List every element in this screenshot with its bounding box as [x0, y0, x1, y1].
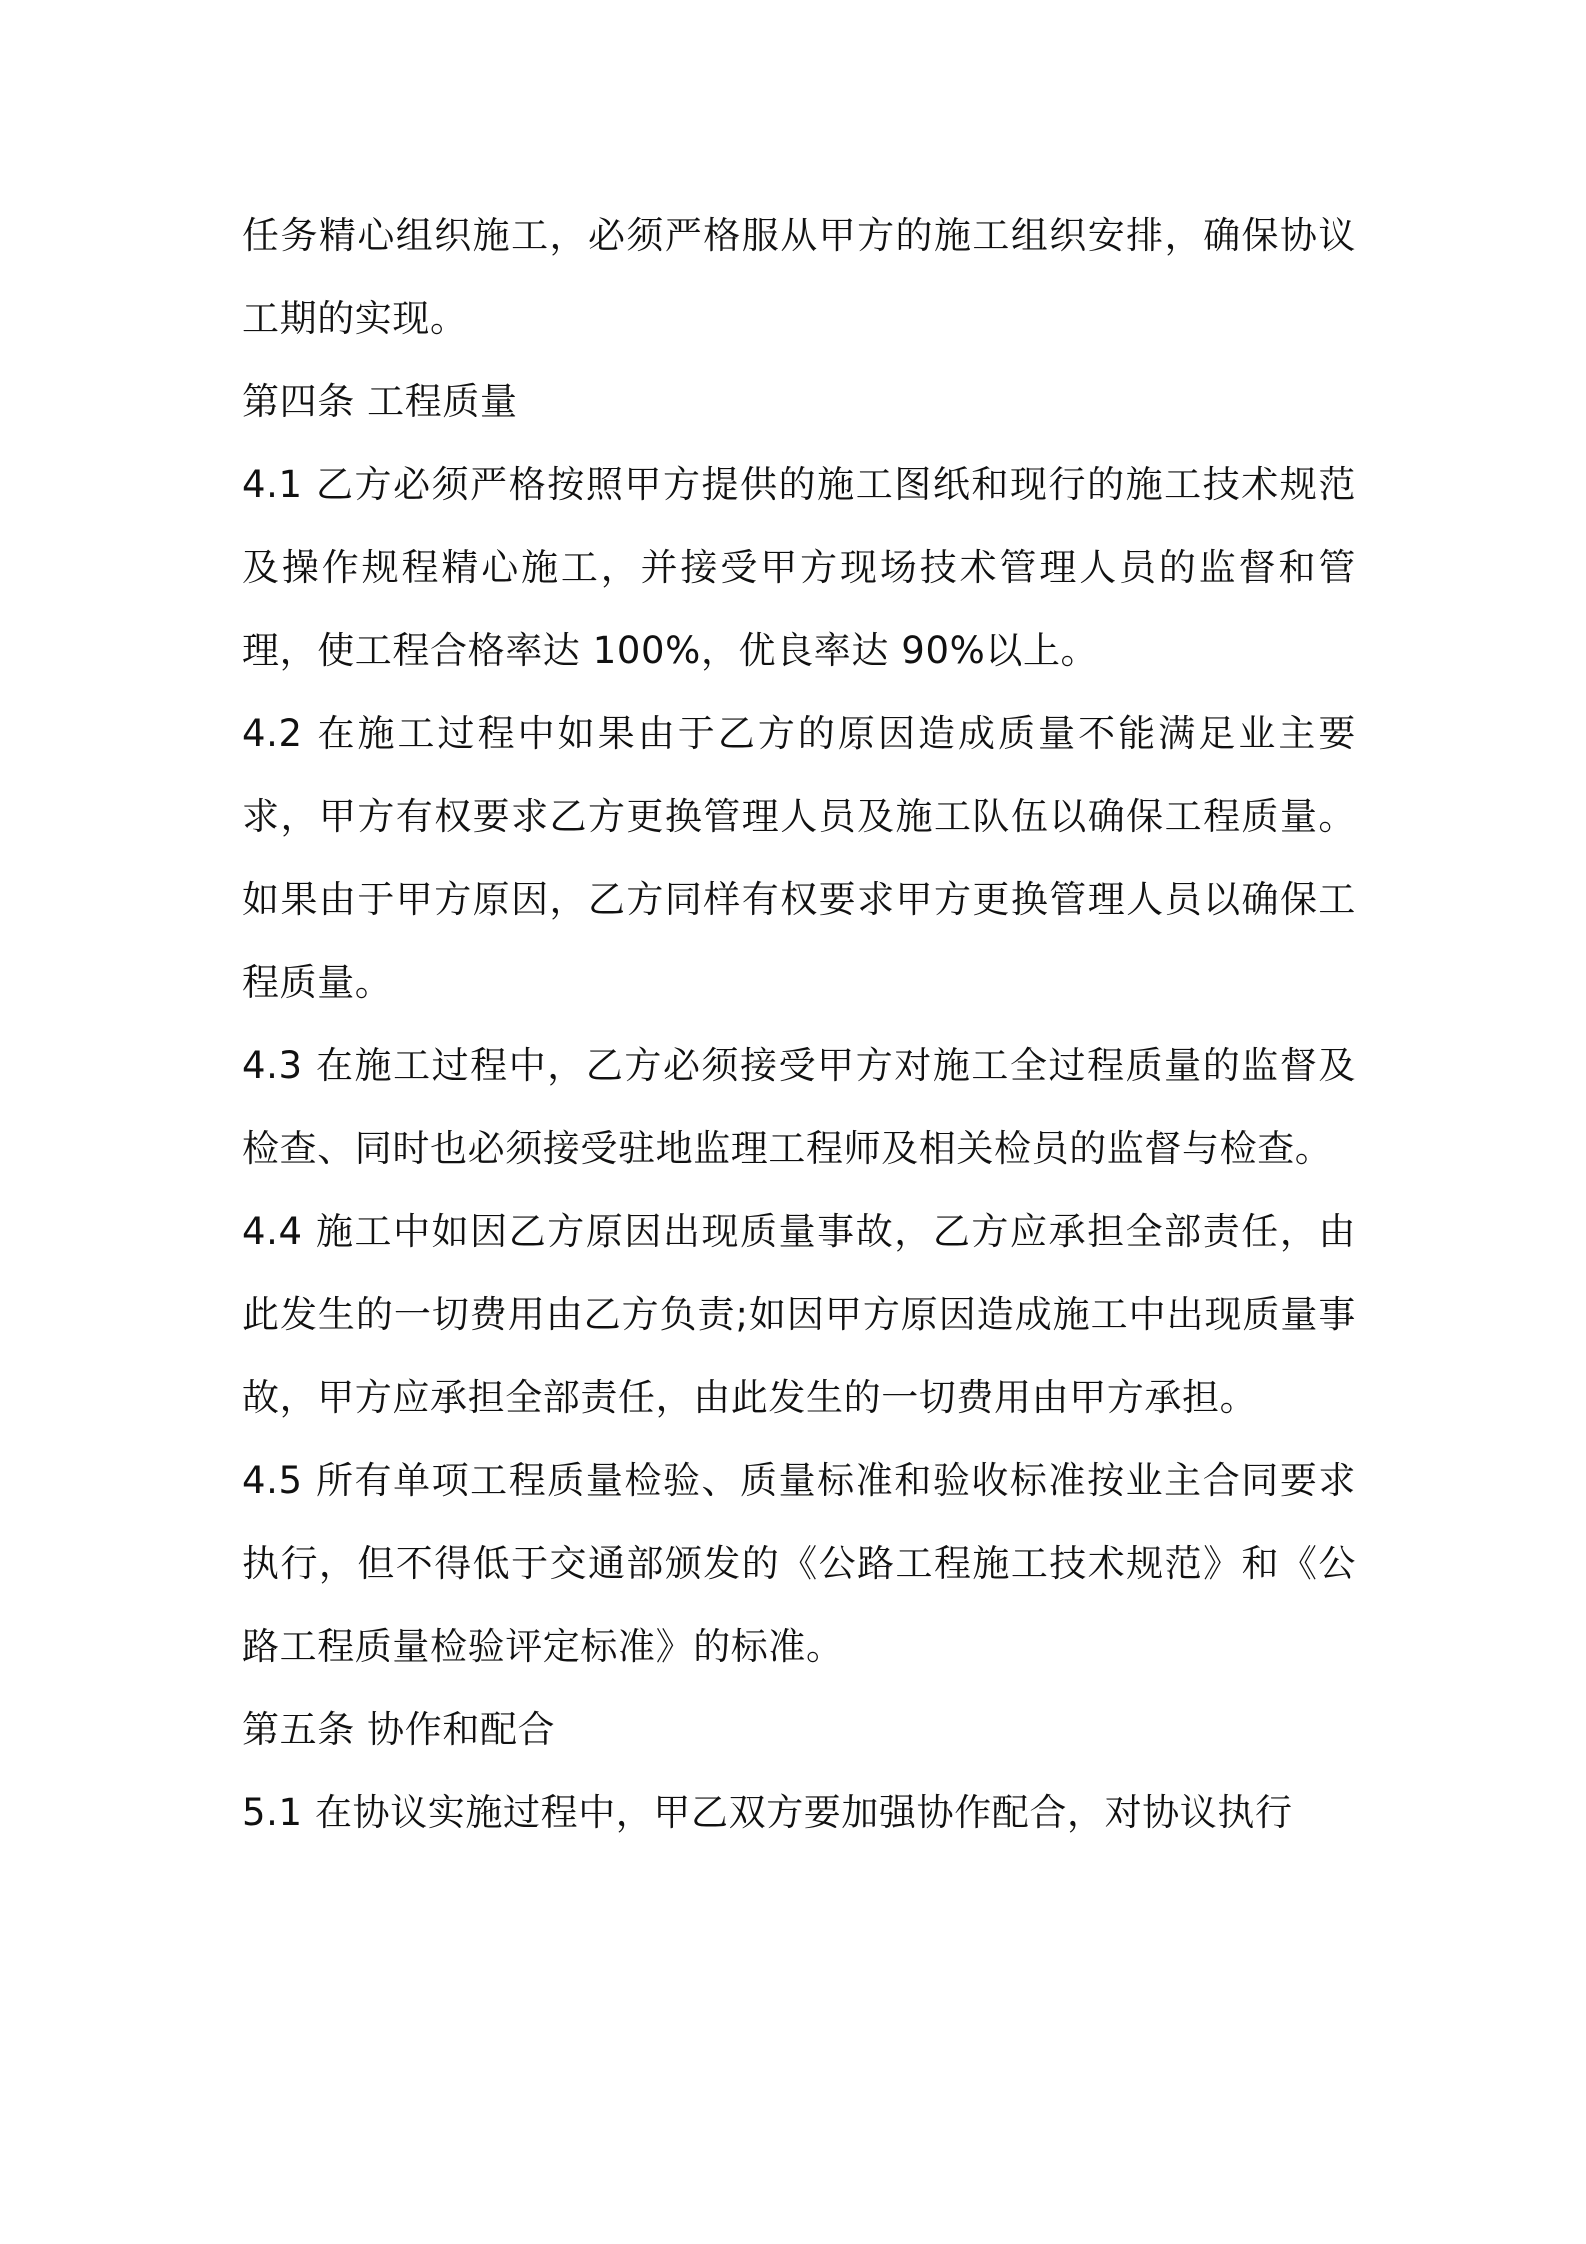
clause-4-2: 4.2 在施工过程中如果由于乙方的原因造成质量不能满足业主要求，甲方有权要求乙方更换管理人员及施工队伍以确保工程质量。如果由于甲方原因，乙方同样有权要求甲方更换管理人员以确保工程质量。 — [242, 712, 1356, 1004]
section-heading-article-5: 第五条 协作和配合 — [242, 1708, 556, 1751]
section-heading-article-4: 第四条 工程质量 — [242, 380, 518, 423]
clause-4-4: 4.4 施工中如因乙方原因出现质量事故，乙方应承担全部责任，由此发生的一切费用由乙方负责;如因甲方原因造成施工中出现质量事故，甲方应承担全部责任，由此发生的一切费用由甲方承担。 — [242, 1210, 1356, 1419]
paragraph-continuation: 任务精心组织施工，必须严格服从甲方的施工组织安排，确保协议工期的实现。 — [242, 214, 1356, 340]
clause-4-1: 4.1 乙方必须严格按照甲方提供的施工图纸和现行的施工技术规范及操作规程精心施工，并接受甲方现场技术管理人员的监督和管理，使工程合格率达 100%，优良率达 90%以上。 — [242, 463, 1356, 672]
document-body — [242, 194, 1356, 1854]
clause-4-3: 4.3 在施工过程中，乙方必须接受甲方对施工全过程质量的监督及检查、同时也必须接受驻地监理工程师及相关检员的监督与检查。 — [242, 1044, 1356, 1170]
clause-5-1: 5.1 在协议实施过程中，甲乙双方要加强协作配合，对协议执行 — [242, 1791, 1293, 1834]
clause-4-5: 4.5 所有单项工程质量检验、质量标准和验收标准按业主合同要求执行，但不得低于交通部颁发的《公路工程施工技术规范》和《公路工程质量检验评定标准》的标准。 — [242, 1459, 1356, 1668]
